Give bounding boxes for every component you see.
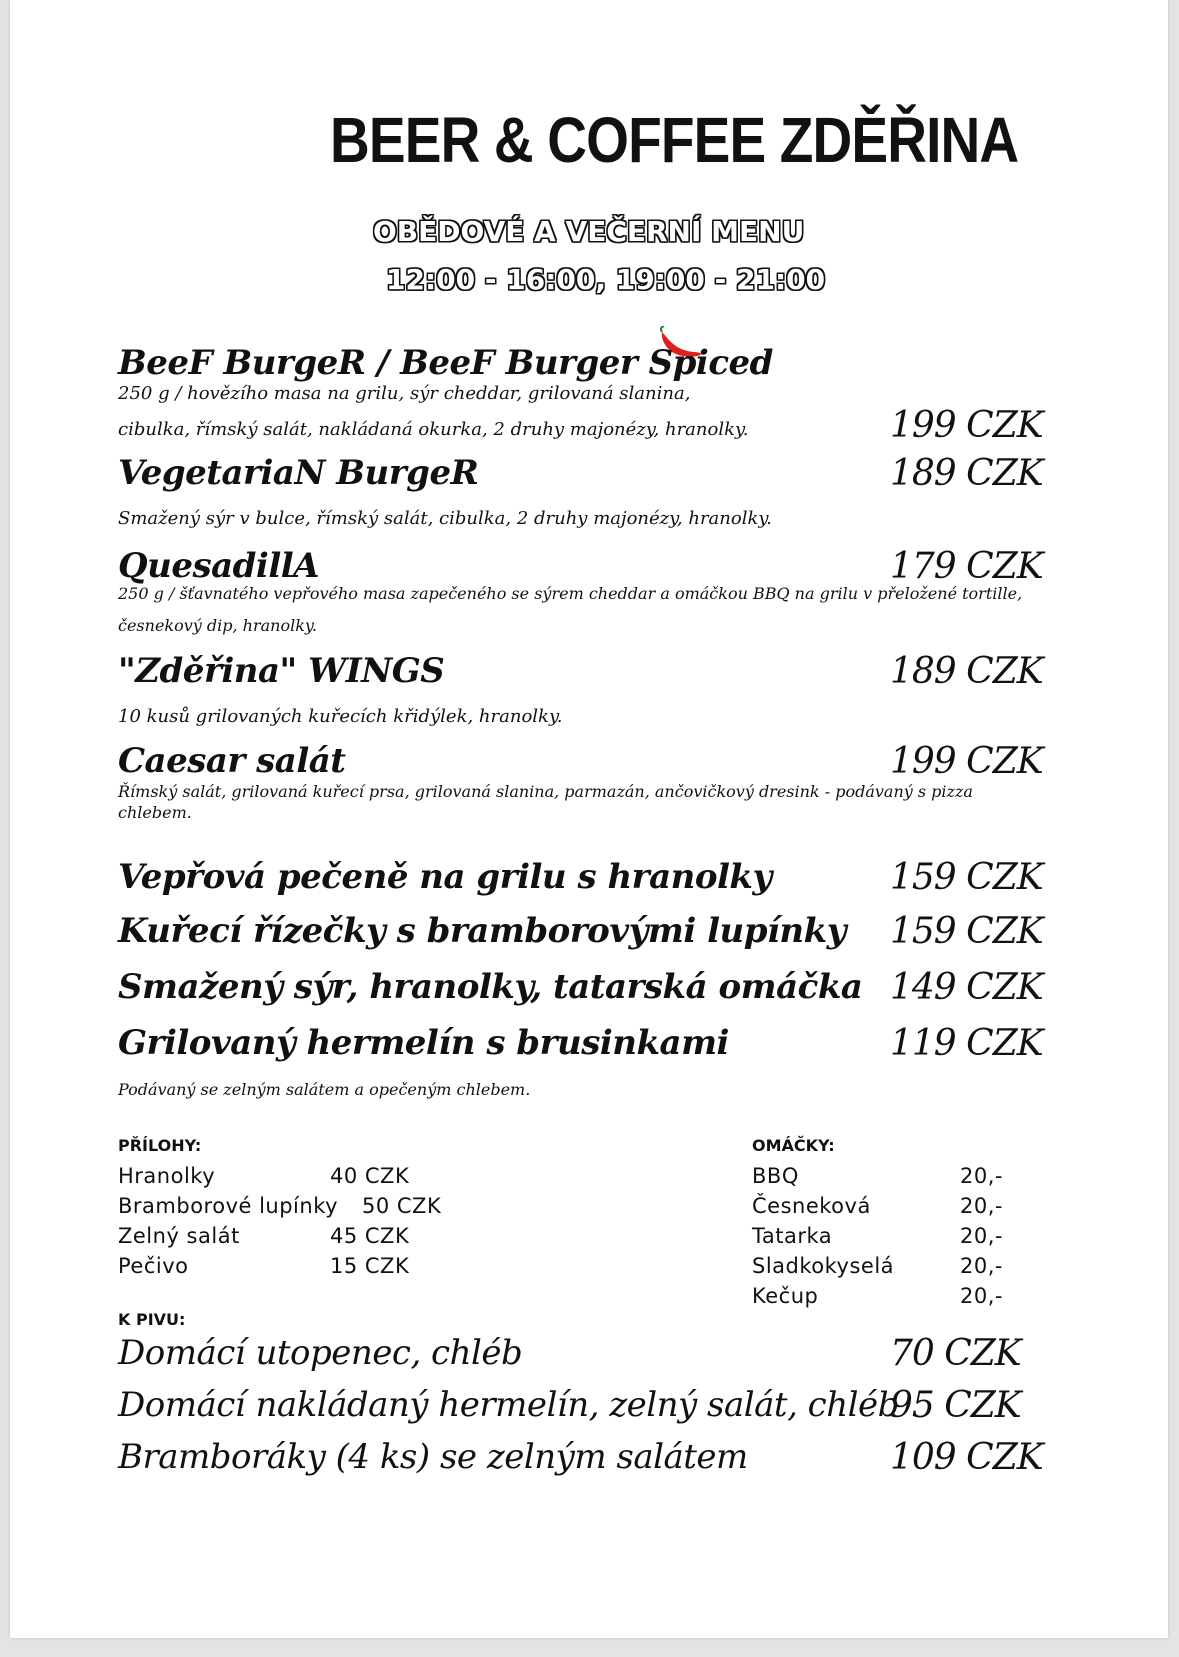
- dish-price: 199 CZK: [890, 405, 1043, 446]
- dish-name: QuesadillA: [118, 546, 320, 586]
- side-name: Zelný salát: [118, 1224, 240, 1248]
- dish-price: 189 CZK: [890, 651, 1043, 692]
- side-name: Hranolky: [118, 1164, 216, 1188]
- main-dish-name: Kuřecí řízečky s bramborovými lupínky: [118, 911, 846, 951]
- main-dish-name: Grilovaný hermelín s brusinkami: [118, 1023, 729, 1063]
- sides-heading: PŘÍLOHY:: [118, 1136, 202, 1155]
- side-price: 45 CZK: [330, 1224, 410, 1248]
- sauce-name: Tatarka: [752, 1224, 833, 1248]
- dish-price: 199 CZK: [890, 741, 1043, 782]
- beer-snack-name: Bramboráky (4 ks) se zelným salátem: [118, 1437, 748, 1477]
- beer-snack-name: Domácí nakládaný hermelín, zelný salát, chléb: [118, 1385, 899, 1425]
- sauce-name: BBQ: [752, 1164, 799, 1188]
- side-name: Bramborové lupínky: [118, 1194, 339, 1218]
- sauce-name: Sladkokyselá: [752, 1254, 895, 1278]
- side-name: Pečivo: [118, 1254, 189, 1278]
- beer-snack-price: 70 CZK: [890, 1333, 1021, 1374]
- main-dish-name: Smažený sýr, hranolky, tatarská omáčka: [118, 967, 863, 1007]
- sauce-price: 20,-: [960, 1254, 1003, 1278]
- dish-description: cibulka, římský salát, nakládaná okurka, 2 druhy majonézy, hranolky.: [118, 419, 749, 440]
- sauce-price: 20,-: [960, 1194, 1003, 1218]
- opening-hours: 12:00 - 16:00, 19:00 - 21:00: [386, 263, 826, 296]
- dish-name: VegetariaN BurgeR: [118, 453, 479, 493]
- sauce-name: Česneková: [752, 1194, 871, 1218]
- sauce-price: 20,-: [960, 1164, 1003, 1188]
- main-dish-price: 159 CZK: [890, 857, 1043, 898]
- side-price: 50 CZK: [362, 1194, 442, 1218]
- dish-description: 250 g / hovězího masa na grilu, sýr cheddar, grilovaná slanina,: [118, 383, 691, 404]
- page-title: BEER & COFFEE ZDĚŘINA: [330, 104, 1019, 176]
- dish-description: Římský salát, grilovaná kuřecí prsa, grilovaná slanina, parmazán, ančovičkový dresink - podávaný s pizza: [118, 782, 973, 801]
- dish-name: BeeF BurgeR / BeeF Burger Spiced: [118, 343, 773, 383]
- main-dish-price: 119 CZK: [890, 1023, 1043, 1064]
- beer-snack-price: 95 CZK: [890, 1385, 1021, 1426]
- beer-snack-name: Domácí utopenec, chléb: [118, 1333, 523, 1373]
- dish-name: "Zděřina" WINGS: [118, 651, 445, 691]
- sauces-heading: OMÁČKY:: [752, 1136, 835, 1155]
- beer-snack-price: 109 CZK: [890, 1437, 1043, 1478]
- dish-name: Caesar salát: [118, 741, 346, 781]
- dish-description: 250 g / šťavnatého vepřového masa zapečeného se sýrem cheddar a omáčkou BBQ na grilu v přeložené tortille,: [118, 584, 1023, 603]
- menu-subtitle: OBĚDOVÉ A VEČERNÍ MENU: [373, 215, 805, 248]
- main-dish-price: 149 CZK: [890, 967, 1043, 1008]
- dish-price: 189 CZK: [890, 453, 1043, 494]
- mains-note: Podávaný se zelným salátem a opečeným chlebem.: [118, 1080, 531, 1099]
- sauce-price: 20,-: [960, 1284, 1003, 1308]
- dish-description: česnekový dip, hranolky.: [118, 616, 317, 635]
- menu-page: [10, 0, 1168, 1638]
- side-price: 15 CZK: [330, 1254, 410, 1278]
- dish-description: 10 kusů grilovaných kuřecích křidýlek, hranolky.: [118, 706, 563, 727]
- dish-description: chlebem.: [118, 803, 192, 822]
- dish-description: Smažený sýr v bulce, římský salát, cibulka, 2 druhy majonézy, hranolky.: [118, 508, 772, 529]
- main-dish-price: 159 CZK: [890, 911, 1043, 952]
- beer-snacks-heading: K PIVU:: [118, 1310, 186, 1329]
- sauce-price: 20,-: [960, 1224, 1003, 1248]
- dish-price: 179 CZK: [890, 546, 1043, 587]
- main-dish-name: Vepřová pečeně na grilu s hranolky: [118, 857, 772, 897]
- side-price: 40 CZK: [330, 1164, 410, 1188]
- sauce-name: Kečup: [752, 1284, 819, 1308]
